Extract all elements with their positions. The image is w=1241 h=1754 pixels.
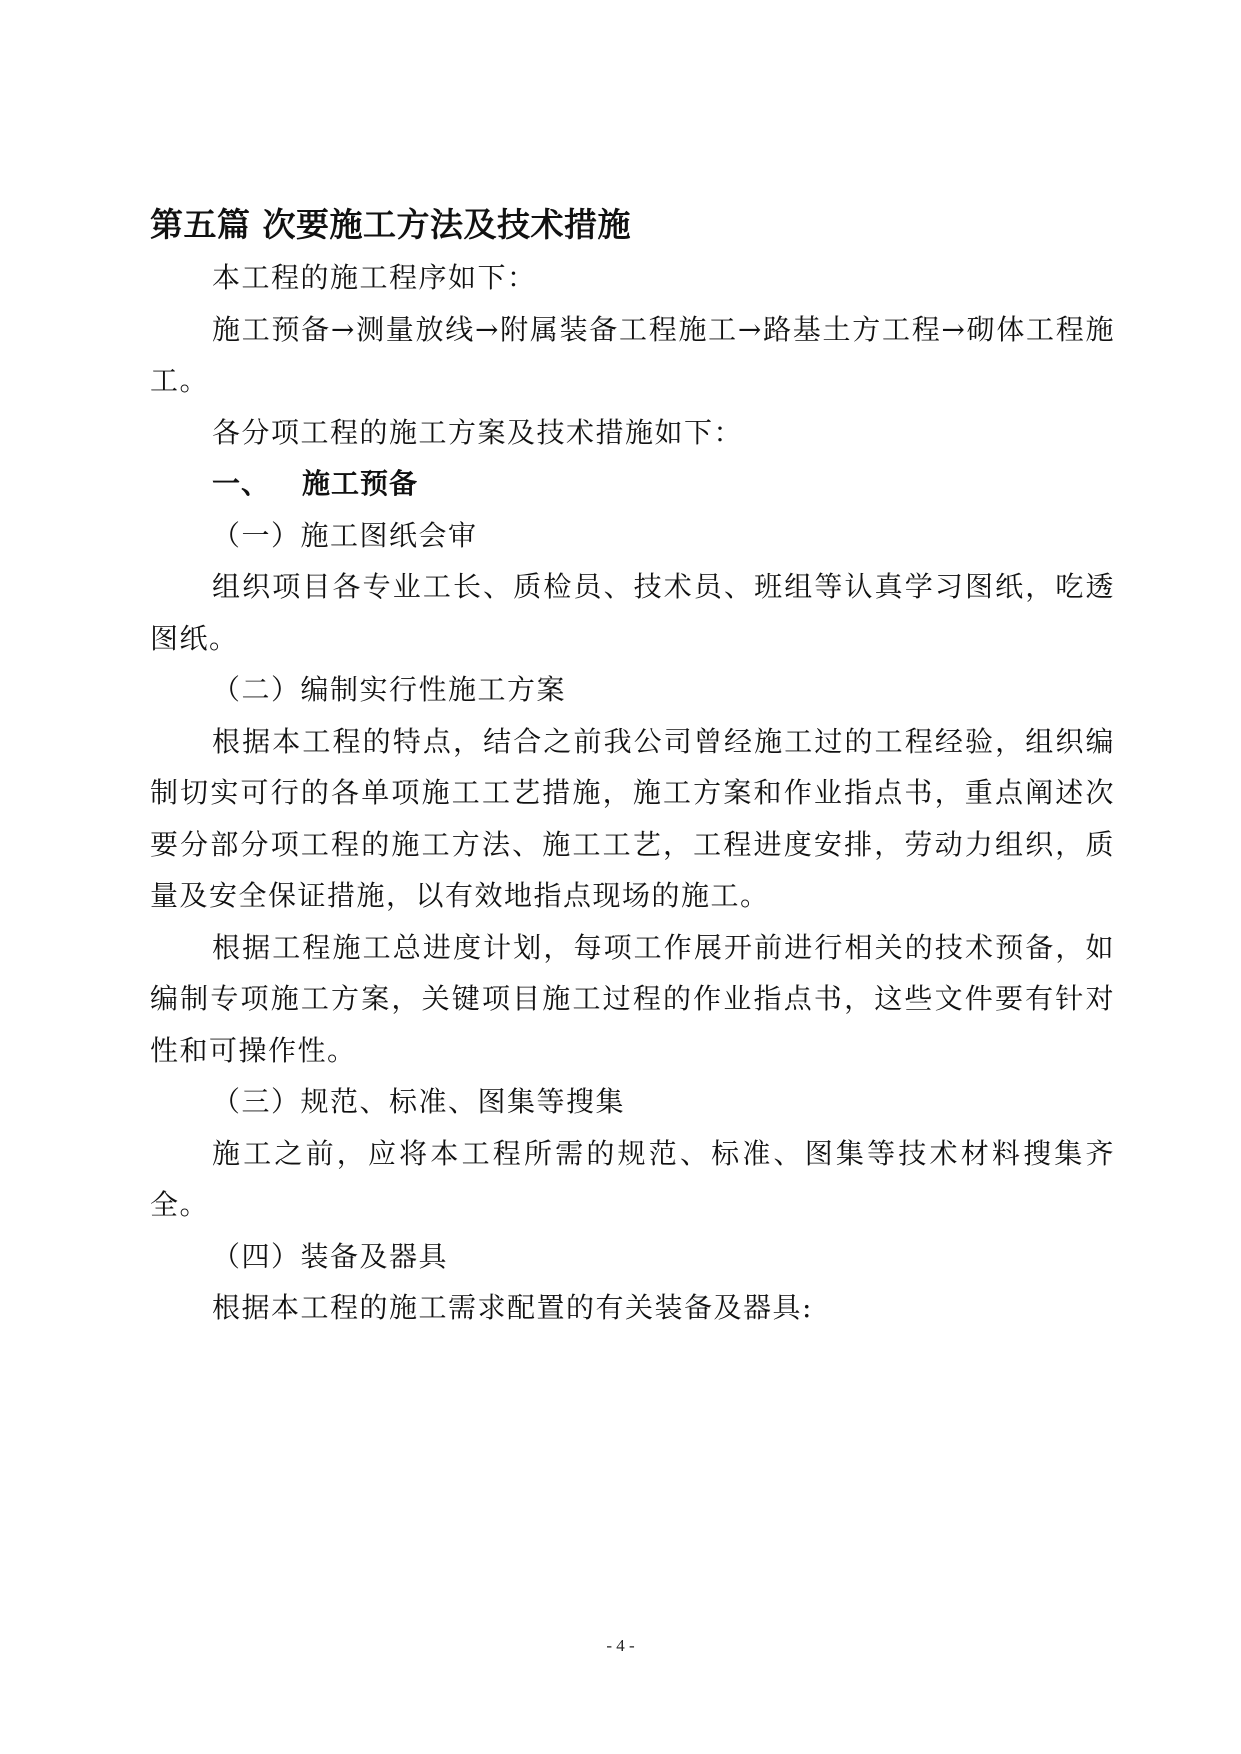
section-number: 一、 [212,467,271,500]
chapter-heading: 第五篇 次要施工方法及技术措施 [150,205,631,244]
paragraph: 根据本工程的施工需求配置的有关装备及器具: [212,1291,813,1324]
paragraph: 根据本工程的特点，结合之前我公司曾经施工过的工程经验，组织编制切实可行的各单项施工工艺措施，施工方案和作业指点书，重点阐述次要分部分项工程的施工方法、施工工艺，工程进度安排，劳动力组织，质量及安全保证措施，以有效地指点现场的施工。 [150,724,1115,912]
subsection-heading: （一）施工图纸会审 [212,518,478,552]
paragraph: 各分项工程的施工方案及技术措施如下： [212,415,744,449]
paragraph: 组织项目各专业工长、质检员、技术员、班组等认真学习图纸，吃透图纸。 [150,570,1115,655]
document-body [150,200,1115,1334]
paragraph: 根据工程施工总进度计划，每项工作展开前进行相关的技术预备，如编制专项施工方案，关键项目施工过程的作业指点书，这些文件要有针对性和可操作性。 [150,930,1115,1067]
paragraph: 本工程的施工程序如下： [212,261,537,294]
section-title: 施工预备 [302,467,419,500]
subsection-heading: （四）装备及器具 [212,1239,449,1273]
paragraph: 施工预备→测量放线→附属装备工程施工→路基土方工程→砌体工程施工。 [150,312,1115,397]
subsection-heading: （二）编制实行性施工方案 [212,673,567,706]
paragraph: 施工之前，应将本工程所需的规范、标准、图集等技术材料搜集齐全。 [150,1136,1115,1221]
subsection-heading: （三）规范、标准、图集等搜集 [212,1085,626,1118]
page-number: - 4 - [606,1636,635,1655]
section-heading [150,458,1115,510]
